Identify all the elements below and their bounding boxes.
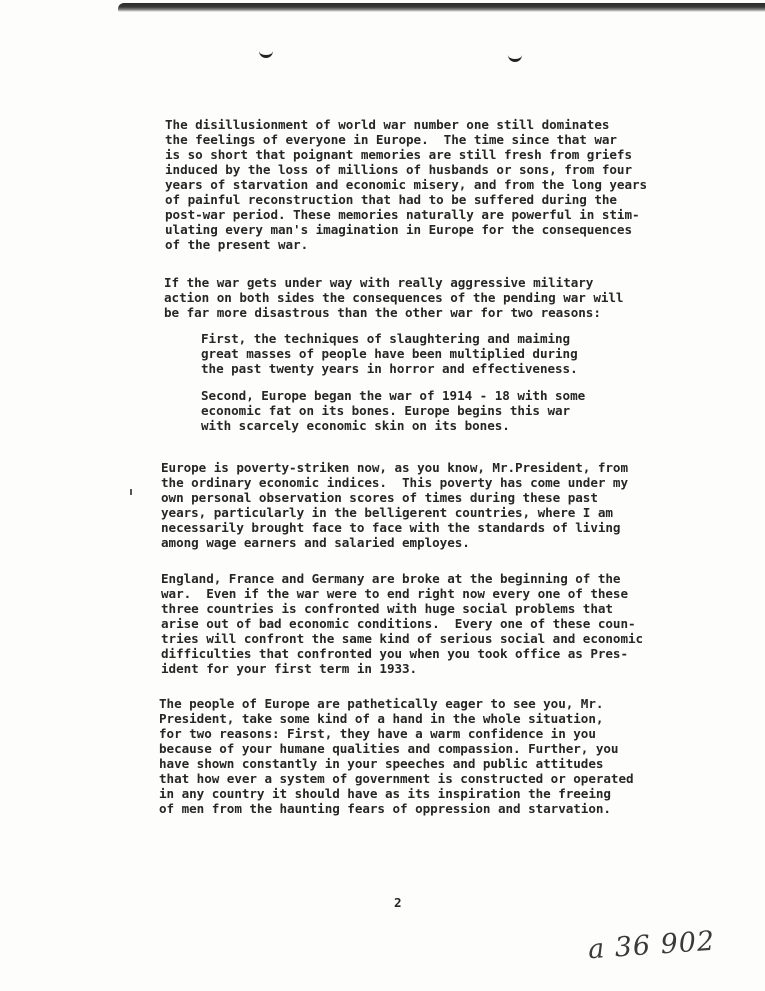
handwritten-archive-id: a 36 902 [587, 925, 717, 966]
margin-mark [130, 489, 132, 495]
reason-second: Second, Europe began the war of 1914 - 18 with some economic fat on its bones. Europe begins this war with scarcely economic skin on its bones. [201, 388, 586, 433]
paragraph-consequences: If the war gets under way with really aggressive military action on both sides the consequences of the pending war will be far more disastrous than the other war for two reasons: [164, 275, 624, 320]
page-number: 2 [394, 895, 402, 910]
punch-mark-left [259, 50, 273, 58]
paragraph-broke-countries: England, France and Germany are broke at the beginning of the war. Even if the war were to end right now every one of these three countries is confronted with huge social problems that arise out of bad economic conditions. Every one of these coun- tries will confront the same kind of serious social and economic difficulties that confronted you when you took office as Pres- ident for your first term in 1933. [161, 571, 644, 676]
paragraph-people-of-europe: The people of Europe are pathetically eager to see you, Mr. President, take some kind of a hand in the whole situation, for two reasons: First, they have a warm confidence in you because of your humane qualities and compassion. Further, you have shown constantly in your speeches and public attitudes that how ever a system of government is constructed or operated in any country it should have as its inspiration the freeing of men from the haunting fears of oppression and starvation. [159, 696, 634, 816]
punch-mark-right [508, 54, 522, 62]
scan-top-edge [118, 3, 765, 12]
paragraph-disillusionment: The disillusionment of world war number one still dominates the feelings of everyone in Europe. The time since that war is so short that poignant memories are still fresh from griefs induced by the loss of millions of husbands or sons, from four years of starvation and economic misery, and from the long years of painful reconstruction that had to be suffered during the post-war period. These memories naturally are powerful in stim- ulating every man's imagination in Europe for the consequences of the present war. [165, 117, 648, 252]
paragraph-poverty: Europe is poverty-striken now, as you know, Mr.President, from the ordinary economic indices. This poverty has come under my own personal observation scores of times during these past years, particularly in the belligerent countries, where I am necessarily brought face to face with the standards of living among wage earners and salaried employes. [161, 460, 628, 550]
reason-first: First, the techniques of slaughtering and maiming great masses of people have been multiplied during the past twenty years in horror and effectiveness. [201, 331, 578, 376]
